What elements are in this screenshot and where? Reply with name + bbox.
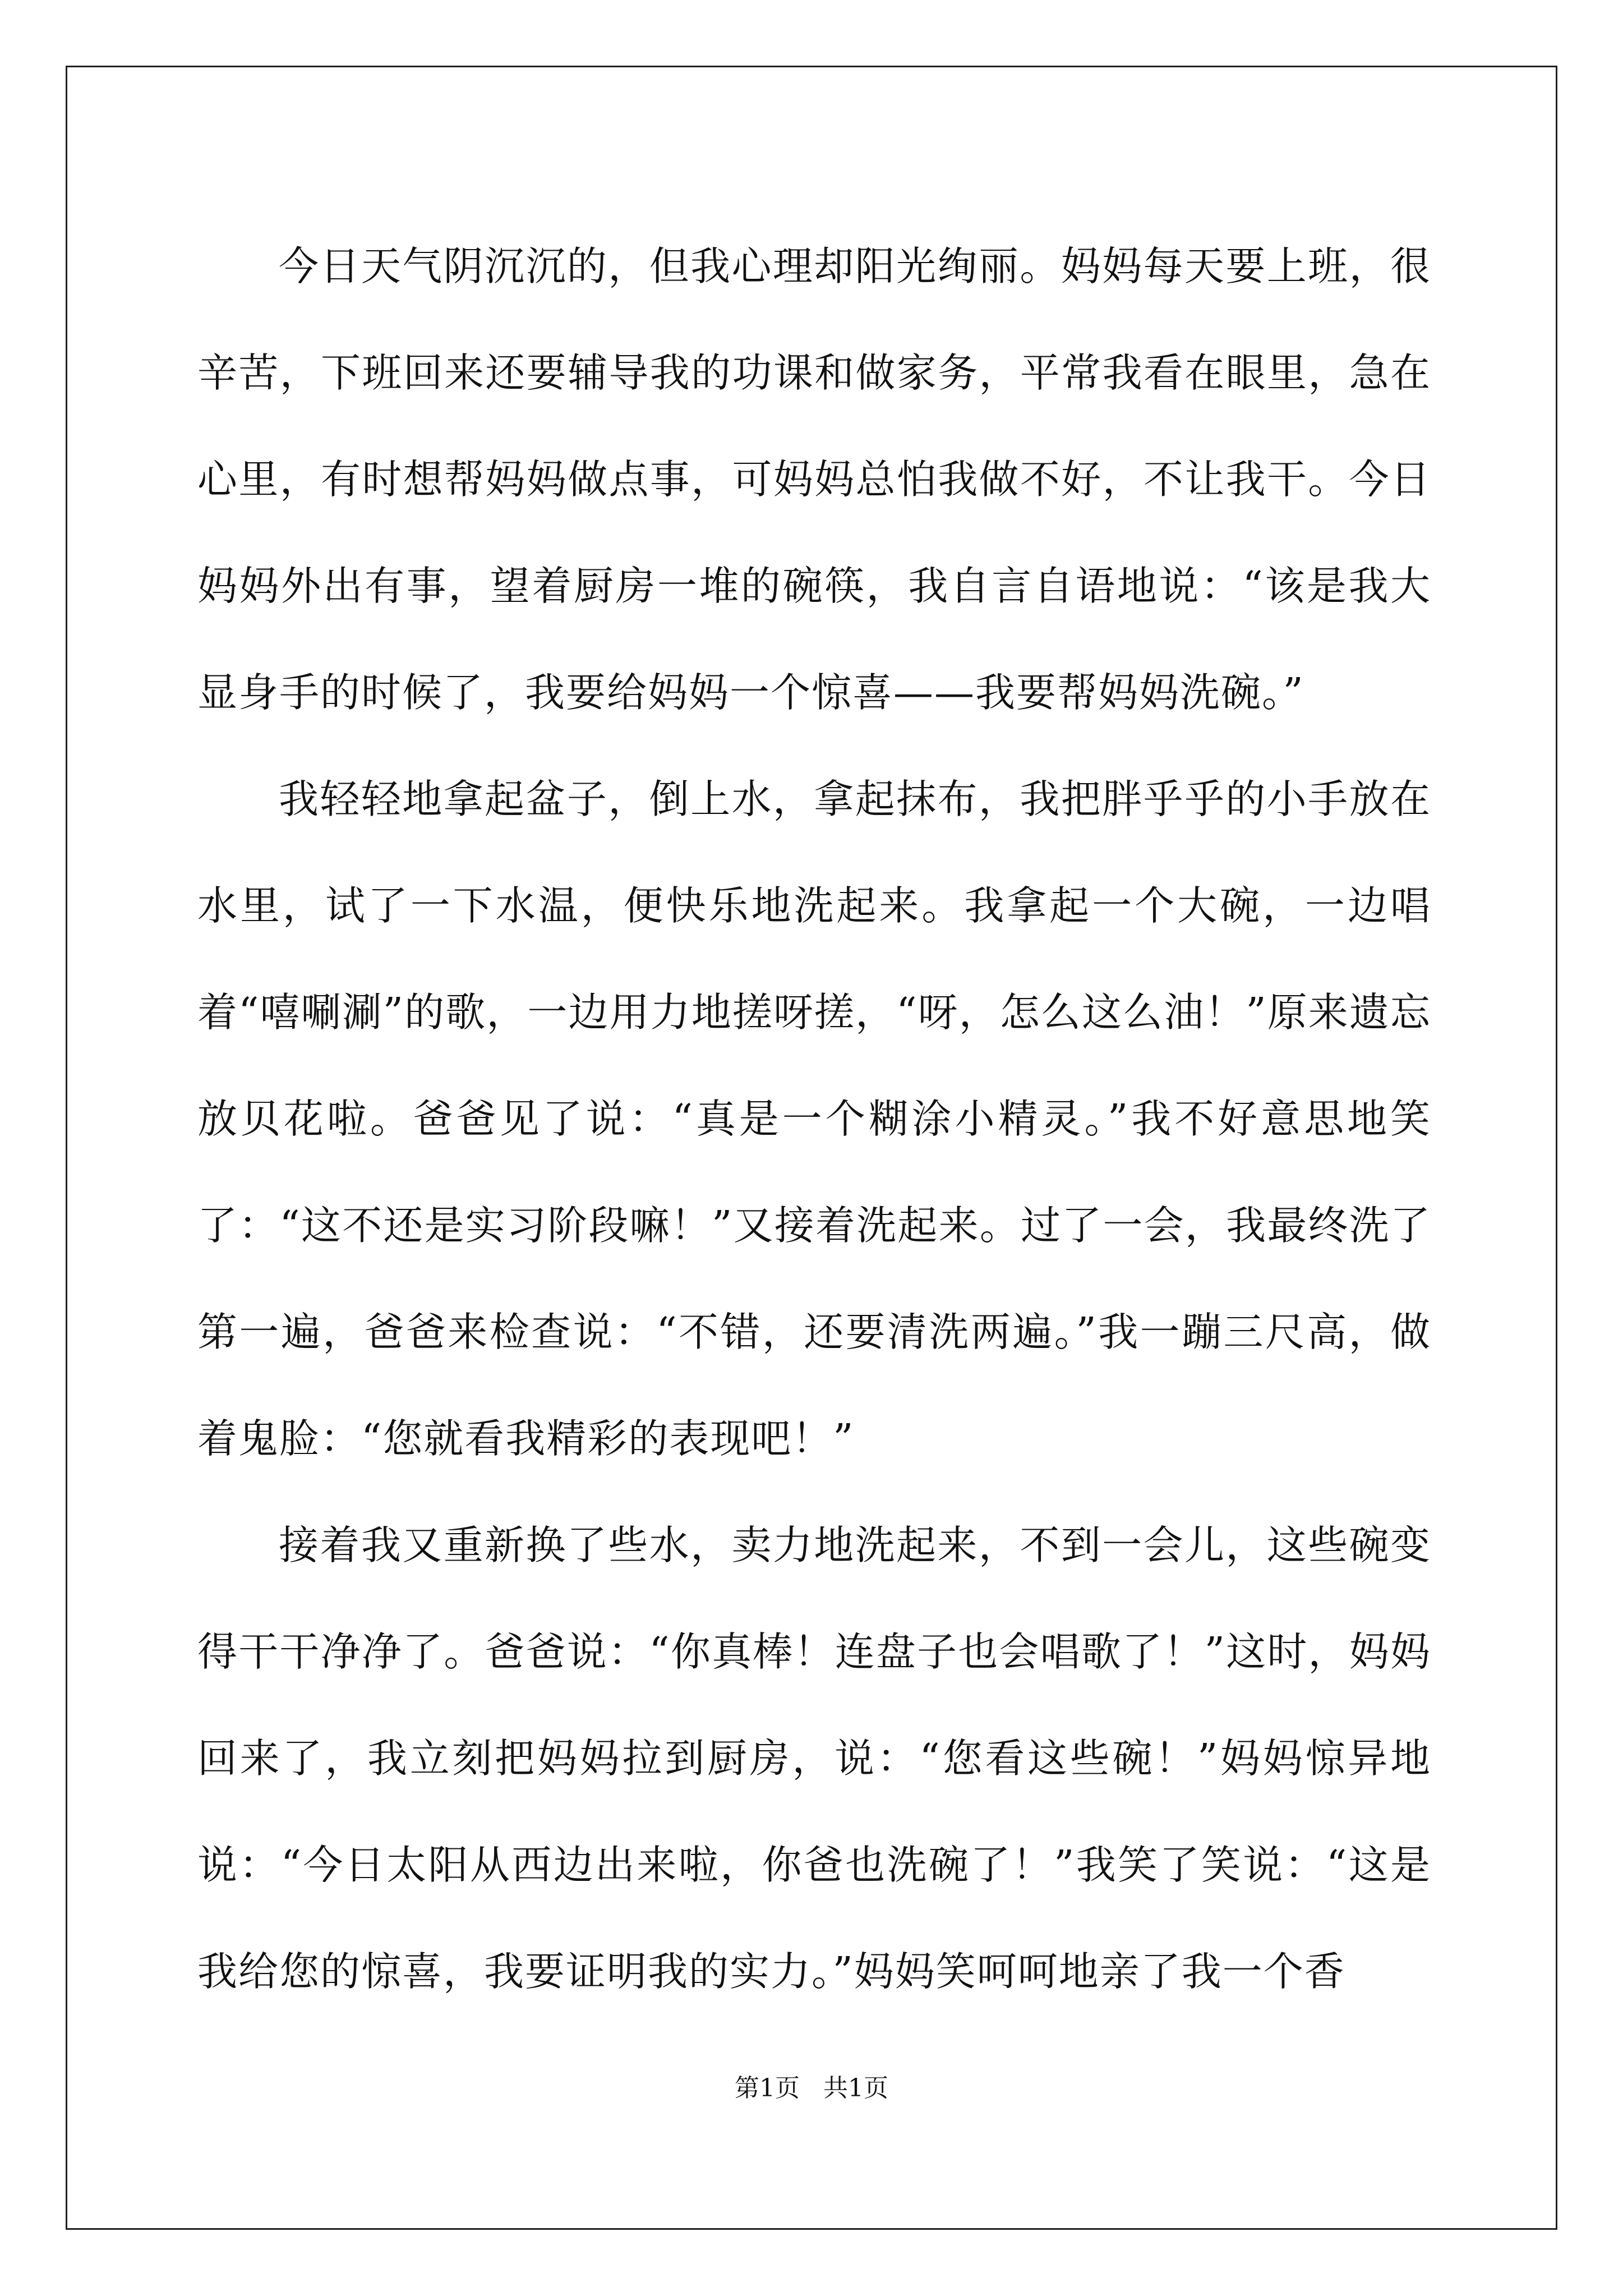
paragraph-1: 今日天气阴沉沉的，但我心理却阳光绚丽。妈妈每天要上班，很辛苦，下班回来还要辅导我的功课和做家务，平常我看在眼里，急在心里，有时想帮妈妈做点事，可妈妈总怕我做不好，不让我干。今日妈妈外出有事，望着厨房一堆的碗筷，我自言自语地说：“该是我大显身手的时候了，我要给妈妈一个惊喜——我要帮妈妈洗碗。” bbox=[197, 243, 1431, 716]
page-number-footer: 第1页 共1页 bbox=[735, 2074, 888, 2102]
paragraph-2: 我轻轻地拿起盆子，倒上水，拿起抹布，我把胖乎乎的小手放在水里，试了一下水温，便快乐地洗起来。我拿起一个大碗，一边唱着“嘻唰涮”的歌，一边用力地搓呀搓，“呀，怎么这么油！”原来遗忘放贝花啦。爸爸见了说：“真是一个糊涂小精灵。”我不好意思地笑了：“这不还是实习阶段嘛！”又接着洗起来。过了一会，我最终洗了第一遍，爸爸来检查说：“不错，还要清洗两遍。”我一蹦三尺高，做着鬼脸：“您就看我精彩的表现吧！” bbox=[197, 776, 1431, 1462]
paragraph-3: 接着我又重新换了些水，卖力地洗起来，不到一会儿，这些碗变得干干净净了。爸爸说：“你真棒！连盘子也会唱歌了！”这时，妈妈回来了，我立刻把妈妈拉到厨房，说：“您看这些碗！”妈妈惊异地说：“今日太阳从西边出来啦，你爸也洗碗了！”我笑了笑说：“这是我给您的惊喜，我要证明我的实力。”妈妈笑呵呵地亲了我一个香 bbox=[197, 1522, 1431, 1995]
document-body bbox=[197, 213, 1431, 2025]
